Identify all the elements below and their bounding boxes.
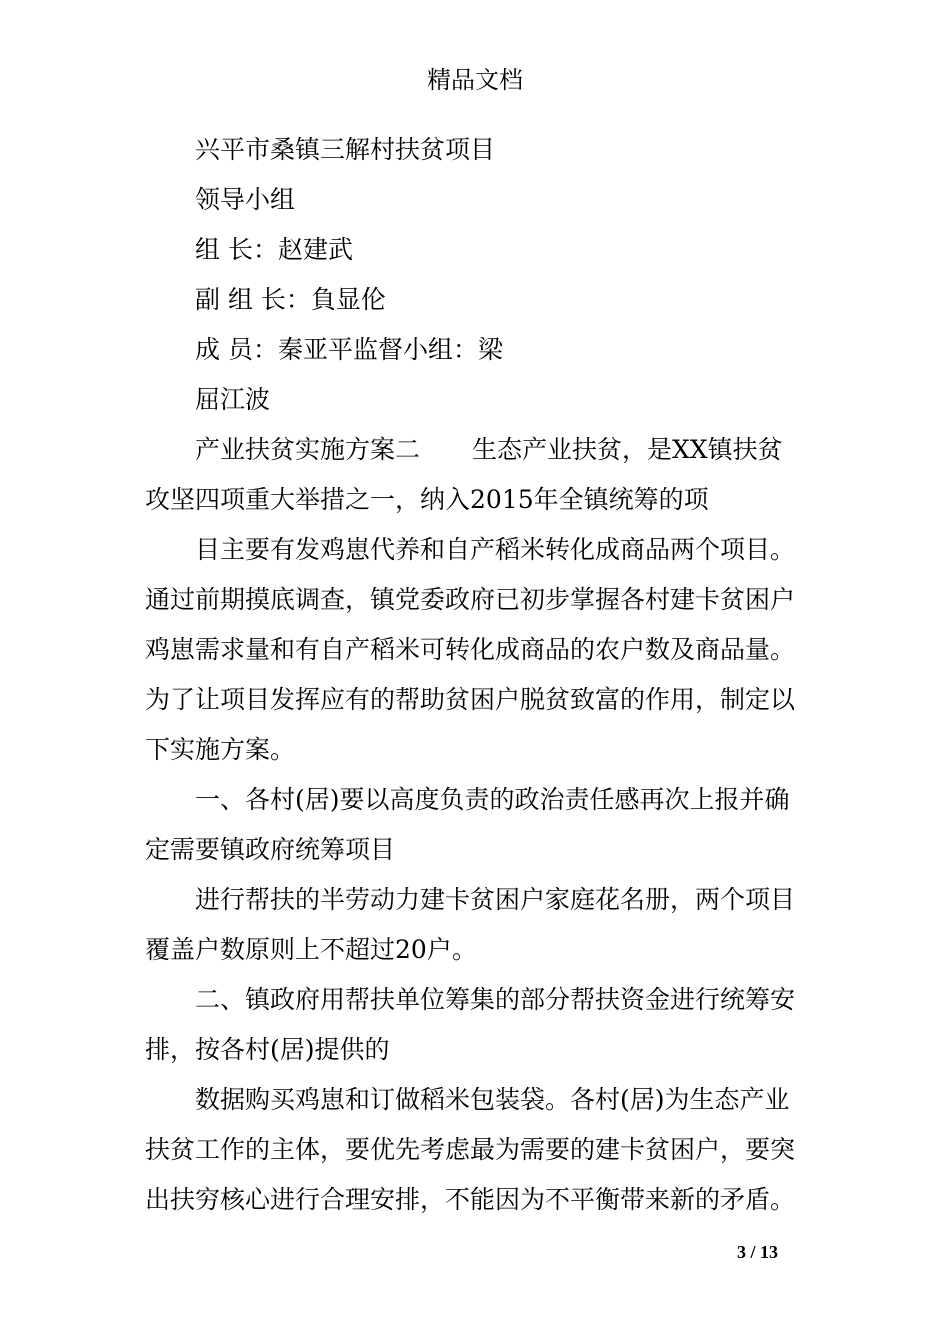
paragraph-line: 目主要有发鸡崽代养和自产稻米转化成商品两个项目。 <box>195 535 796 564</box>
item-one-line: 一、各村(居)要以高度负责的政治责任感再次上报并确 <box>195 785 790 814</box>
page-header-title: 精品文档 <box>427 66 523 94</box>
item-two-line: 出扶穷核心进行合理安排，不能因为不平衡带来新的矛盾。 <box>145 1185 796 1214</box>
item-one-line: 覆盖户数原则上不超过20户。 <box>145 935 477 964</box>
paragraph-line: 鸡崽需求量和有自产稻米可转化成商品的农户数及商品量。 <box>145 635 796 664</box>
deputy-leader-line: 副 组 长：負显伦 <box>195 285 386 314</box>
paragraph-line: 攻坚四项重大举措之一，纳入2015年全镇统筹的项 <box>145 485 709 514</box>
paragraph-line: 为了让项目发挥应有的帮助贫困户脱贫致富的作用，制定以 <box>145 685 796 714</box>
group-leader-line: 组 长：赵建武 <box>195 235 353 264</box>
members-continued-line: 屈江波 <box>195 385 271 414</box>
scheme-heading-line <box>195 432 783 468</box>
project-title-line: 兴平市桑镇三解村扶贫项目 <box>195 135 496 164</box>
item-two-line: 数据购买鸡崽和订做稻米包装袋。各村(居)为生态产业 <box>195 1085 790 1114</box>
paragraph-line: 下实施方案。 <box>145 735 296 764</box>
paragraph-line: 通过前期摸底调查，镇党委政府已初步掌握各村建卡贫困户 <box>145 585 796 614</box>
item-two-line: 二、镇政府用帮扶单位筹集的部分帮扶资金进行统筹安 <box>195 985 796 1014</box>
item-one-line: 定需要镇政府统筹项目 <box>145 835 396 864</box>
scheme-heading: 产业扶贫实施方案二 <box>195 435 421 464</box>
scheme-first-line: 生态产业扶贫，是XX镇扶贫 <box>472 435 783 464</box>
item-two-line: 扶贫工作的主体，要优先考虑最为需要的建卡贫困户，要突 <box>145 1135 796 1164</box>
page-number: 3 / 13 <box>736 1242 778 1262</box>
item-one-line: 进行帮扶的半劳动力建卡贫困户家庭花名册，两个项目 <box>195 885 796 914</box>
item-two-line: 排，按各村(居)提供的 <box>145 1035 390 1064</box>
leadership-group-heading: 领导小组 <box>195 185 296 214</box>
members-line: 成 员：秦亚平监督小组：梁 <box>195 335 503 364</box>
